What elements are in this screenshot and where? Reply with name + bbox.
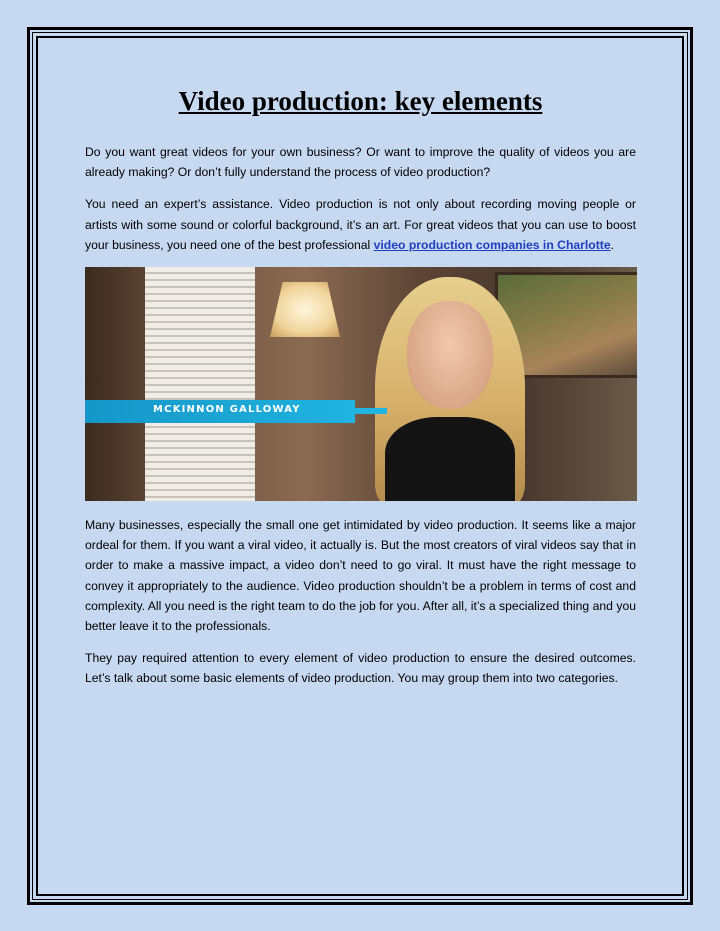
document-title: Video production: key elements <box>178 86 543 116</box>
video-still-image <box>85 267 637 501</box>
person-body <box>385 417 515 501</box>
lamp-shade <box>270 282 340 337</box>
paragraph-elements: They pay required attention to every element of video production to ensure the desired outcomes. Let’s talk about some basic elements of video production. You may group them into two categories. <box>85 651 636 686</box>
paragraph-intro: Do you want great videos for your own business? Or want to improve the quality of videos you are already making? Or don’t fully understand the process of video production? <box>85 145 636 180</box>
lower-third-accent <box>355 408 387 414</box>
paragraph-businesses: Many businesses, especially the small one get intimidated by video production. It seems like a major ordeal for them. If you want a viral video, it actually is. But the most creators of viral videos say that in order to make a massive impact, a video don’t need to go viral. It must have the right message to convey it appropriately to the audience. Video production shouldn’t be a problem in terms of cost and complexity. All you need is the right team to do the job for you. After all, it’s a specialized thing and you better leave it to the professionals. <box>85 518 636 634</box>
paragraph-expert <box>85 194 636 255</box>
person-face <box>407 301 493 409</box>
document-content <box>85 84 636 701</box>
paragraph-expert-end: . <box>610 237 615 252</box>
video-production-link[interactable]: video production companies in Charlotte <box>373 237 611 252</box>
paragraph-expert-text: You need an expert’s assistance. Video production is not only about recording moving people or artists with some sound or colorful background, it’s an art. For great videos that you can use to boost your business, you need one of the best professional <box>85 197 636 252</box>
lower-third-name: MCKINNON GALLOWAY <box>153 404 301 416</box>
window-blind <box>145 267 255 501</box>
